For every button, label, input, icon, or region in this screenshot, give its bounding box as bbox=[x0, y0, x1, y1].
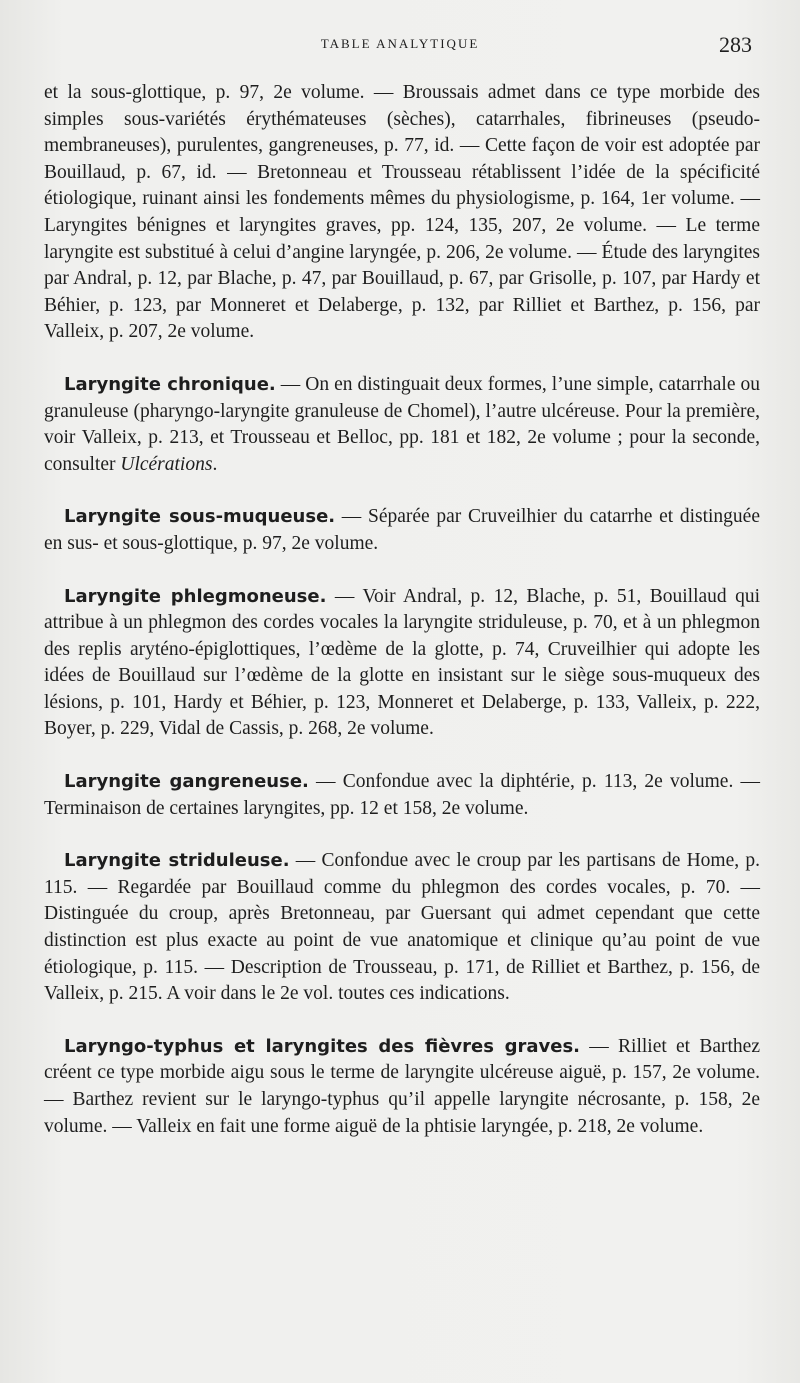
index-entry-striduleuse bbox=[44, 848, 760, 1008]
entry-heading: Laryngite striduleuse. bbox=[64, 850, 290, 872]
entry-cross-reference: Ulcérations bbox=[120, 453, 213, 475]
entry-text: — Confondue avec la diphtérie, p. 113, 2e volume. — Terminaison de certaines laryngites, pp. 12 et 158, 2e volume. bbox=[44, 771, 761, 819]
index-entry-sous-muqueuse bbox=[44, 504, 760, 557]
entry-heading: Laryngo-typhus et laryngites des fièvres graves. bbox=[64, 1035, 580, 1057]
entry-paragraph bbox=[44, 504, 760, 557]
index-entry-gangreneuse bbox=[44, 769, 760, 822]
entry-paragraph bbox=[44, 372, 760, 478]
running-head bbox=[0, 30, 800, 62]
entry-text: — Rilliet et Barthez créent ce type morbide aigu sous le terme de laryngite ulcéreuse aiguë, p. 157, 2e volume. — Barthez revient sur le laryngo-typhus qu’il appelle laryngite nécrosante, p. 158, 2e volume. — Valleix en fait une forme aiguë de la phtisie laryngée, p. 218, 2e volume. bbox=[44, 1035, 760, 1137]
entry-paragraph bbox=[44, 848, 760, 1008]
running-title: TABLE ANALYTIQUE bbox=[320, 36, 480, 51]
entry-tail: . bbox=[212, 453, 218, 475]
entry-text: — Séparée par Cruveilhier du catarrhe et distinguée en sus- et sous-glottique, p. 97, 2e volume. bbox=[44, 506, 760, 554]
entry-heading: Laryngite chronique. bbox=[64, 373, 276, 395]
entry-text: — On en distinguait deux formes, l’une simple, catarrhale ou granuleuse (pharyngo-laryngite granuleuse de Chomel), l’autre ulcéreuse. Pour la première, voir Valleix, p. 213, et Trousseau et Belloc, pp. 181 et 182, 2e volume ; pour la seconde, consulter bbox=[44, 373, 760, 475]
index-body bbox=[44, 80, 760, 1140]
entry-heading: Laryngite gangreneuse. bbox=[64, 771, 309, 793]
entry-heading: Laryngite sous-muqueuse. bbox=[64, 506, 336, 528]
entry-heading: Laryngite phlegmoneuse. bbox=[64, 585, 327, 607]
index-entry-laryngo-typhus bbox=[44, 1034, 760, 1140]
continuation-paragraph: et la sous-glottique, p. 97, 2e volume. — Broussais admet dans ce type morbide des simples sous-variétés érythémateuses (sèches), catarrhales, fibrineuses (pseudo-membraneuses), purulentes, gangreneuses, p. 77, id. — Cette façon de voir est adoptée par Bouillaud, p. 67, id. — Bretonneau et Trousseau rétablissent l’idée de la spécificité étiologique, ruinant ainsi les fondements mêmes du physiologisme, p. 164, 1er volume. — Laryngites bénignes et laryngites graves, pp. 124, 135, 207, 2e volume. — Le terme laryngite est substitué à celui d’angine laryngée, p. 206, 2e volume. — Étude des laryngites par Andral, p. 12, par Blache, p. 47, par Bouillaud, p. 67, par Grisolle, p. 107, par Hardy et Béhier, p. 123, par Monneret et Delaberge, p. 132, par Rilliet et Barthez, p. 156, par Valleix, p. 207, 2e volume. bbox=[44, 82, 760, 343]
entry-paragraph bbox=[44, 1034, 760, 1140]
page-number: 283 bbox=[719, 32, 752, 57]
entry-text: — Confondue avec le croup par les partisans de Home, p. 115. — Regardée par Bouillaud comme du phlegmon des cordes vocales, p. 70. — Distinguée du croup, après Bretonneau, par Guersant qui admet cependant que cette distinction est plus exacte au point de vue anatomique et clinique qu’au point de vue étiologique, p. 115. — Description de Trousseau, p. 171, de Rilliet et Barthez, p. 156, de Valleix, p. 215. A voir dans le 2e vol. toutes ces indications. bbox=[44, 850, 760, 1005]
entry-paragraph bbox=[44, 584, 760, 744]
index-entry-phlegmoneuse bbox=[44, 584, 760, 744]
entry-text: — Voir Andral, p. 12, Blache, p. 51, Bouillaud qui attribue à un phlegmon des cordes vocales la laryngite striduleuse, p. 70, et à un phlegmon des replis aryténo-épiglottiques, l’œdème de la glotte, p. 74, Cruveilhier qui adopte les idées de Bouillaud sur l’œdème de la glotte en insistant sur le siège sous-muqueux des lésions, p. 101, Hardy et Béhier, p. 123, Monneret et Delaberge, p. 133, Valleix, p. 222, Boyer, p. 229, Vidal de Cassis, p. 268, 2e volume. bbox=[44, 585, 760, 740]
entry-paragraph bbox=[44, 769, 760, 822]
index-entry-chronique bbox=[44, 372, 760, 478]
